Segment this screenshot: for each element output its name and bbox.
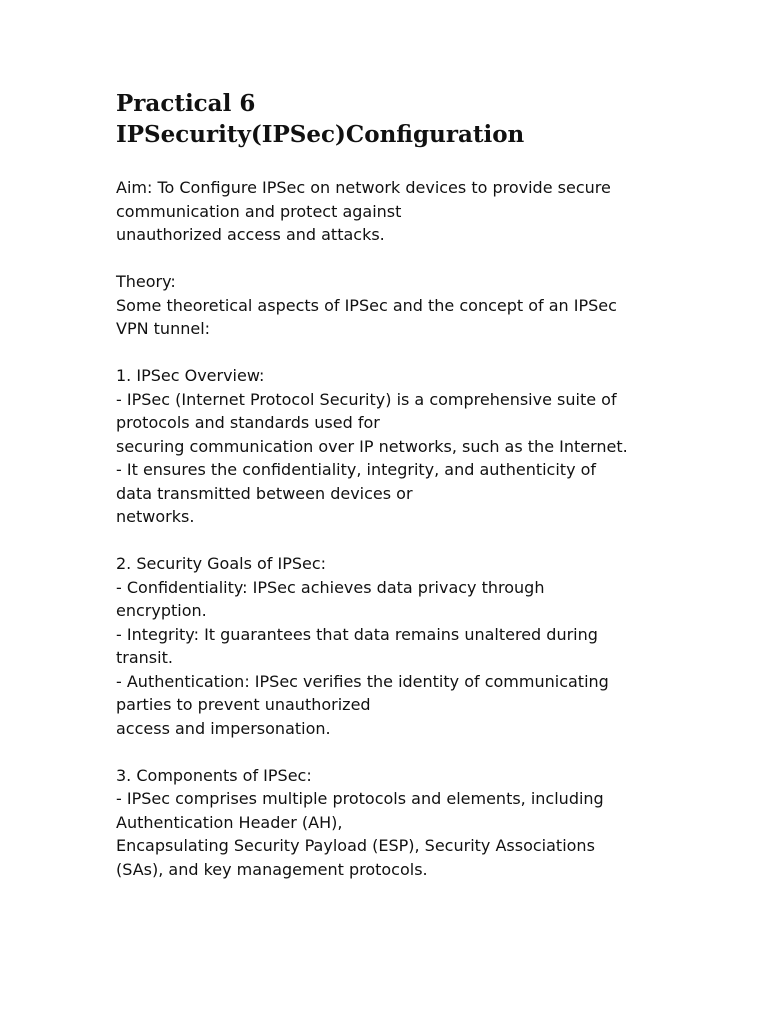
text-line: VPN tunnel: <box>116 319 211 338</box>
text-line: Authentication Header (AH), <box>116 812 343 832</box>
text-line: data transmitted between devices or <box>116 483 413 503</box>
security-goals-paragraph <box>116 552 746 740</box>
text-line: unauthorized access and attacks. <box>116 225 385 244</box>
section-heading: 2. Security Goals of IPSec: <box>116 554 327 573</box>
components-paragraph <box>116 764 746 882</box>
text-line: - Integrity: It guarantees that data remains unaltered during <box>116 624 598 644</box>
aim-paragraph <box>116 176 746 247</box>
document-title <box>116 88 746 150</box>
text-line: Encapsulating Security Payload (ESP), Security Associations <box>116 836 595 855</box>
text-line: - It ensures the confidentiality, integrity, and authenticity of <box>116 460 597 479</box>
text-line: - Confidentiality: IPSec achieves data privacy through <box>116 577 545 597</box>
text-line: Some theoretical aspects of IPSec and the concept of an IPSec <box>116 295 617 315</box>
section-heading: 3. Components of IPSec: <box>116 765 312 785</box>
text-line: transit. <box>116 648 173 667</box>
theory-paragraph <box>116 270 746 341</box>
section-heading: Theory: <box>116 272 176 291</box>
document-body <box>116 176 746 881</box>
text-line: access and impersonation. <box>116 718 331 738</box>
text-line: networks. <box>116 507 195 526</box>
text-line: securing communication over IP networks, such as the Internet. <box>116 436 628 456</box>
title-line-topic: IPSecurity(IPSec)Configuration <box>116 121 525 148</box>
text-line: (SAs), and key management protocols. <box>116 859 428 879</box>
ipsec-overview-paragraph <box>116 364 746 529</box>
text-line: parties to prevent unauthorized <box>116 695 371 714</box>
text-line: - IPSec (Internet Protocol Security) is a comprehensive suite of <box>116 389 617 409</box>
text-line: protocols and standards used for <box>116 413 380 432</box>
title-line-practical: Practical 6 <box>116 90 256 117</box>
document-page <box>116 88 746 881</box>
text-line: Aim: To Configure IPSec on network devices to provide secure <box>116 178 611 197</box>
text-line: - Authentication: IPSec verifies the identity of communicating <box>116 671 609 691</box>
text-line: - IPSec comprises multiple protocols and elements, including <box>116 789 604 808</box>
text-line: encryption. <box>116 601 207 620</box>
text-line: communication and protect against <box>116 201 402 221</box>
section-heading: 1. IPSec Overview: <box>116 366 265 385</box>
